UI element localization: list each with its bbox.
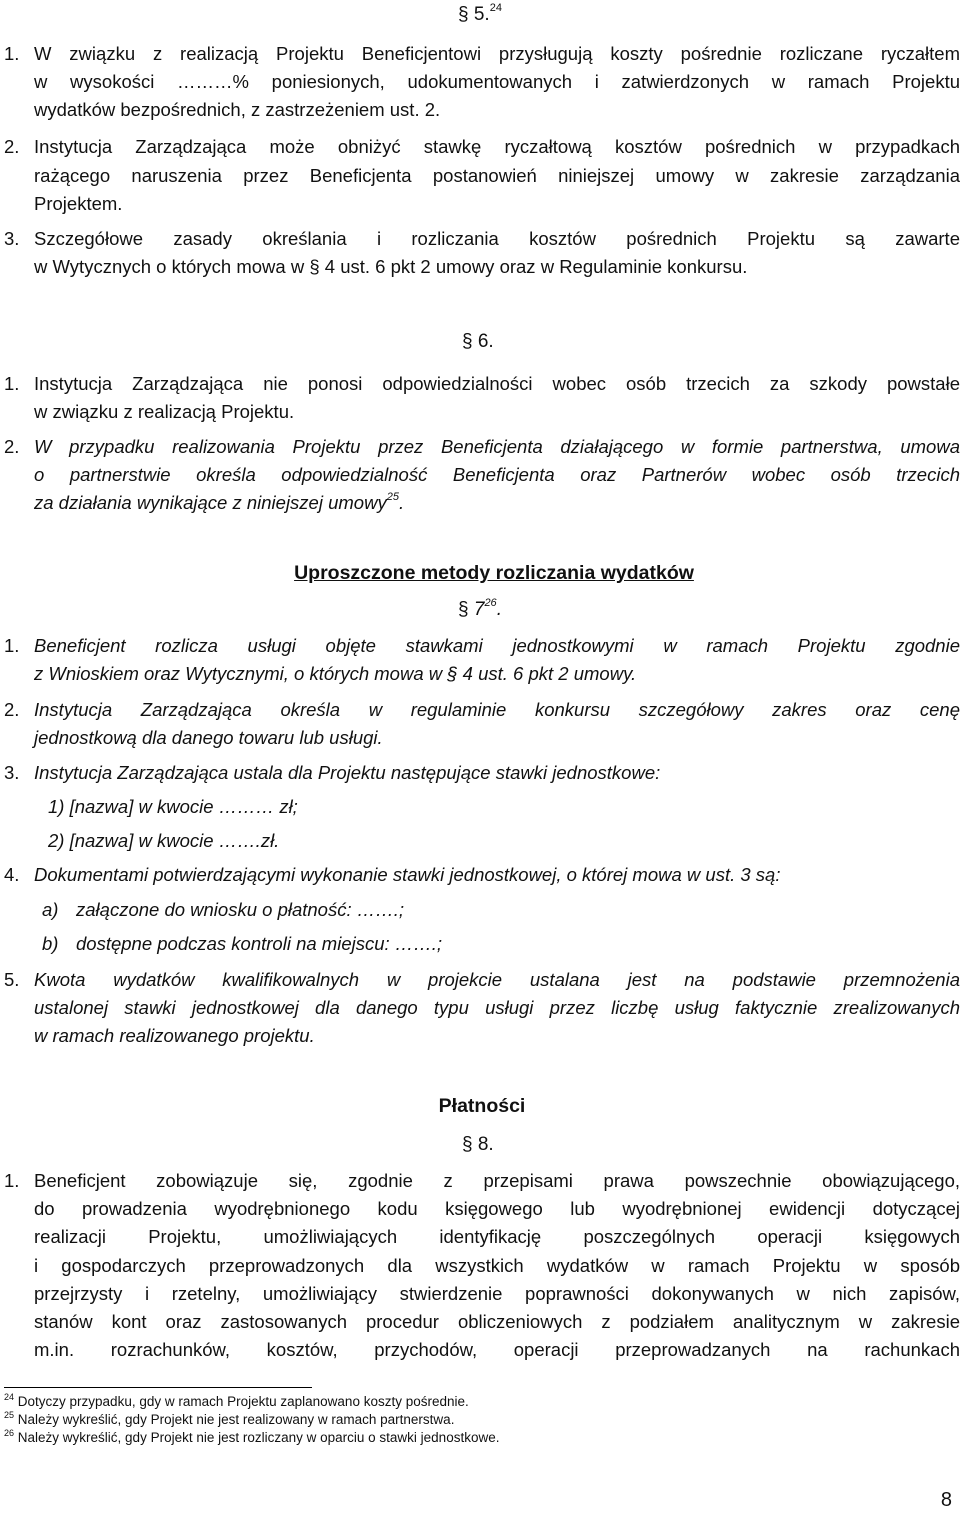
s8-p1-line-7: m.in. rozrachunków, kosztów, przychodów, operacji przeprowadzanych na rachunkach [34, 1339, 960, 1360]
document-page: § 5.24 1. W związku z realizacją Projektu Beneficjentowi przysługują koszty pośrednie rozliczane ryczałtem w wysokości ………% poniesionych, udokumentowanych i zatwierdzonych w ramach Projektu wydatków bezpośrednich, z zastrzeżeniem ust. 2. 2. Instytucja Zarządzająca może obniżyć stawkę ryczałtową kosztów pośrednich w przypadkach rażącego naruszenia przez Beneficjenta postanowień niniejszej umowy w zakresie zarządzania Projektem. 3. Szczegółowe zasady określania i rozliczania kosztów pośrednich Projektu są zawarte w Wytycznych o których mowa w § 4 ust. 6 pkt 2 umowy oraz w Regulaminie konkursu. § 6. 1. Instytucja Zarządzająca nie ponosi odpowiedzialności wobec osób trzecich za szkody powstałe w związku z realizacją Projektu. 2. W przypadku realizowania Projektu przez Beneficjenta działającego w formie partnerstwa, umowa o partnerstwie określa odpowiedzialność Beneficjenta oraz Partnerów wobec osób trzecich za działania wynikające z niniejszej umowy$^{25}$. Uproszczone metody rozliczania wydatków § $7^{26}$. 1. Beneficjent rozlicza usługi objęte stawkami jednostkowymi w ramach Projektu zgodnie z Wnioskiem oraz Wytycznymi, o których mowa w § 4 ust. 6 pkt 2 umowy. 2. Instytucja Zarządzająca określa w regulaminie konkursu szczegółowy zakres oraz cenę jednostkową dla danego towaru lub usługi. 3. Instytucja Zarządzająca ustala dla Projektu następujące stawki jednostkowe: 1) [nazwa] w kwocie ……… zł; 2) [nazwa] w kwocie …….zł. 4. Dokumentami potwierdzającymi wykonanie stawki jednostkowej, o której mowa w ust. 3 są: a) załączone do wniosku o płatność: …….; b) dostępne podczas kontroli na miejscu: …….; 5. Kwota wydatków kwalifikowalnych w projekcie ustalana jest na podstawie przemnożenia ustalonej stawki jednostkowej dla danego typu usługi przez liczbę usług faktycznie zrealizowanych w ramach realizowanego projektu. Płatności § 8. 1. Beneficjent zobowiązuje się, zgodnie z przepisami prawa powszechnie obowiązującego, do prowadzenia wyodrębnionego kodu księgowego lub wyodrębnionej ewidencji dotyczącej realizacji Projektu, umożliwiających identyfikację poszczególnych operacji księgowych i gospodarczych przeprowadzonych dla wszystkich wydatków w ramach Projektu w sposób przejrzysty i rzetelny, umożliwiający stwierdzenie poprawności dokonywanych w nich zapisów, stanów kont oraz zastosowanych procedur obliczeniowych z podziałem analitycznym w zakresie m.in. rozrachunków, kosztów, przychodów, operacji przeprowadzanych na rachunkach $^{24}$ Dotyczy przypadku, gdy w ramach Projektu zaplanowano koszty pośrednie. $^{25}$ Należy wykreślić, gdy Projekt nie jest realizowany w ramach partnerstwa. $^{26}$ Należy wykreślić, gdy Projekt nie jest rozliczany w oparciu o stawki jednostkowe. 8 [0, 0, 960, 1519]
s7-p5-line-3: w ramach realizowanego projektu. [34, 1025, 315, 1046]
s7-p3-item-2: 2) [nazwa] w kwocie …….zł. [48, 830, 280, 851]
s8-p1-line-2: do prowadzenia wyodrębnionego kodu księgowego lub wyodrębnionej ewidencji dotyczącej [34, 1198, 960, 1219]
s7-p4-item-a-label: a) [42, 899, 59, 920]
section-6-heading: § 6. [462, 331, 494, 352]
s7-p3-item-1: 1) [nazwa] w kwocie ……… zł; [48, 796, 298, 817]
section-8-heading: § 8. [462, 1134, 494, 1155]
footnote-25: $^{25}$ Należy wykreślić, gdy Projekt nie jest realizowany w ramach partnerstwa. [4, 1409, 455, 1427]
footnote-separator [4, 1387, 312, 1388]
heading-simplified-methods: Uproszczone metody rozliczania wydatków [294, 562, 694, 584]
s7-p4-item-b: dostępne podczas kontroli na miejscu: …….; [76, 933, 443, 954]
s6-p2-line-3: za działania wynikające z niniejszej umowy$^{25}$. [34, 490, 405, 513]
s5-p3-line-2: w Wytycznych o których mowa w § 4 ust. 6 pkt 2 umowy oraz w Regulaminie konkursu. [34, 256, 748, 277]
s5-p1-line-3: wydatków bezpośrednich, z zastrzeżeniem ust. 2. [34, 99, 441, 120]
s7-p4-item-b-label: b) [42, 933, 59, 954]
footnote-ref-25: 25 [386, 490, 399, 503]
s8-p1-line-4: i gospodarczych przeprowadzonych dla wszystkich wydatków w ramach Projektu w sposób [34, 1255, 960, 1276]
s8-p1-line-6: stanów kont oraz zastosowanych procedur obliczeniowych z podziałem analitycznym w zakresie [34, 1311, 960, 1332]
s5-p1-line-2: w wysokości ………% poniesionych, udokumentowanych i zatwierdzonych w ramach Projektu [34, 71, 960, 92]
footnote-26: $^{26}$ Należy wykreślić, gdy Projekt nie jest rozliczany w oparciu o stawki jednostkowe. [4, 1427, 500, 1445]
s5-p2-line-2: rażącego naruszenia przez Beneficjenta postanowień niniejszej umowy w zakresie zarządzania [34, 165, 960, 186]
s7-p2-line-2: jednostkową dla danego towaru lub usługi. [34, 727, 383, 748]
s5-p2-line-3: Projektem. [34, 193, 123, 214]
s6-p1-line-2: w związku z realizacją Projektu. [34, 401, 295, 422]
s8-p1-line-5: przejrzysty i rzetelny, umożliwiający stwierdzenie poprawności dokonywanych w nich zapisów, [34, 1283, 960, 1304]
s6-p2-line-2: o partnerstwie określa odpowiedzialność Beneficjenta oraz Partnerów wobec osób trzecich [34, 464, 960, 485]
section-7-heading: § $7^{26}$. [458, 596, 502, 620]
s8-p1-line-3: realizacji Projektu, umożliwiających identyfikację poszczególnych operacji księgowych [34, 1226, 960, 1247]
heading-payments: Płatności [438, 1095, 526, 1117]
footnote-24: $^{24}$ Dotyczy przypadku, gdy w ramach Projektu zaplanowano koszty pośrednie. [4, 1391, 469, 1409]
s7-p1-line-2: z Wnioskiem oraz Wytycznymi, o których mowa w § 4 ust. 6 pkt 2 umowy. [34, 663, 637, 684]
section-5-heading: § 5.24 [458, 1, 502, 25]
s7-p4-item-a: załączone do wniosku o płatność: …….; [76, 899, 405, 920]
page-number: 8 [940, 1489, 952, 1511]
s7-p5-line-2: ustalonej stawki jednostkowej dla danego typu usługi przez liczbę usług faktycznie zrealizowanych [34, 997, 960, 1018]
